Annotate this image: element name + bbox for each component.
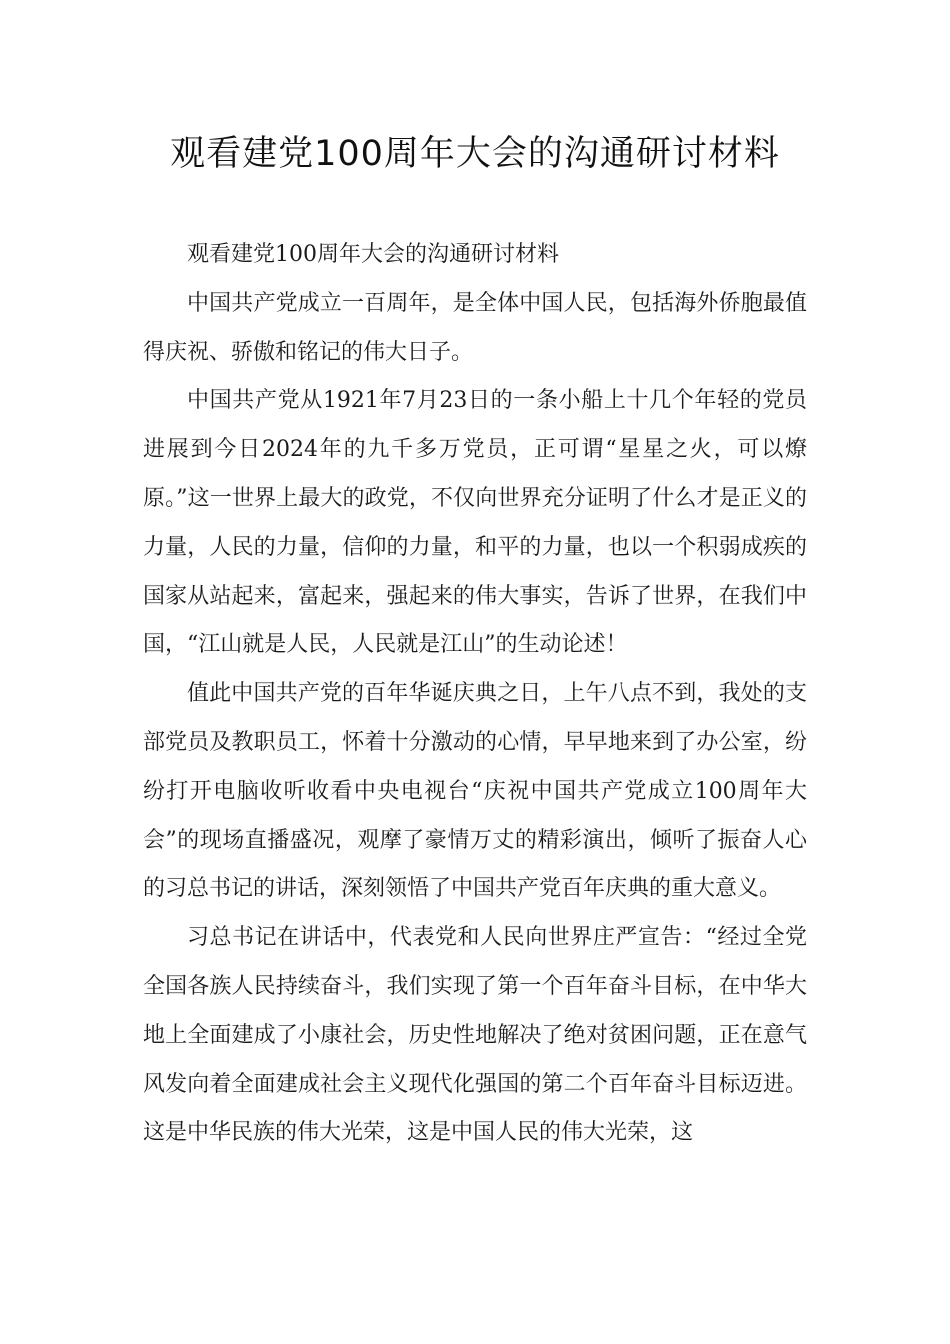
paragraph-intro: 中国共产党成立一百周年，是全体中国人民，包括海外侨胞最值得庆祝、骄傲和铭记的伟大日子。 — [143, 290, 807, 365]
paragraph-viewing: 值此中国共产党的百年华诞庆典之日，上午八点不到，我处的支部党员及教职员工，怀着十分激动的心情，早早地来到了办公室，纷纷打开电脑收听收看中央电视台“庆祝中国共产党成立100周年大会”的现场直播盛况，观摩了豪情万丈的精彩演出，倾听了振奋人心的习总书记的讲话，深刻领悟了中国共产党百年庆典的重大意义。 — [143, 681, 807, 902]
document-title: 观看建党100周年大会的沟通研讨材料 — [170, 134, 780, 174]
paragraph-subtitle: 观看建党100周年大会的沟通研讨材料 — [187, 242, 559, 267]
paragraph-speech: 习总书记在讲话中，代表党和人民向世界庄严宣告：“经过全党全国各族人民持续奋斗，我们实现了第一个百年奋斗目标，在中华大地上全面建成了小康社会，历史性地解决了绝对贫困问题，正在意气风发向着全面建成社会主义现代化强国的第二个百年奋斗目标迈进。这是中华民族的伟大光荣，这是中国人民的伟大光荣，这 — [143, 925, 807, 1146]
paragraph-history: 中国共产党从1921年7月23日的一条小船上十几个年轻的党员进展到今日2024年的九千多万党员，正可谓“星星之火，可以燎原。”这一世界上最大的政党，不仅向世界充分证明了什么才是正义的力量，人民的力量，信仰的力量，和平的力量，也以一个积弱成疾的国家从站起来，富起来，强起来的伟大事实，告诉了世界，在我们中国，“江山就是人民，人民就是江山”的生动论述！ — [143, 388, 807, 658]
document-body — [143, 231, 807, 1158]
